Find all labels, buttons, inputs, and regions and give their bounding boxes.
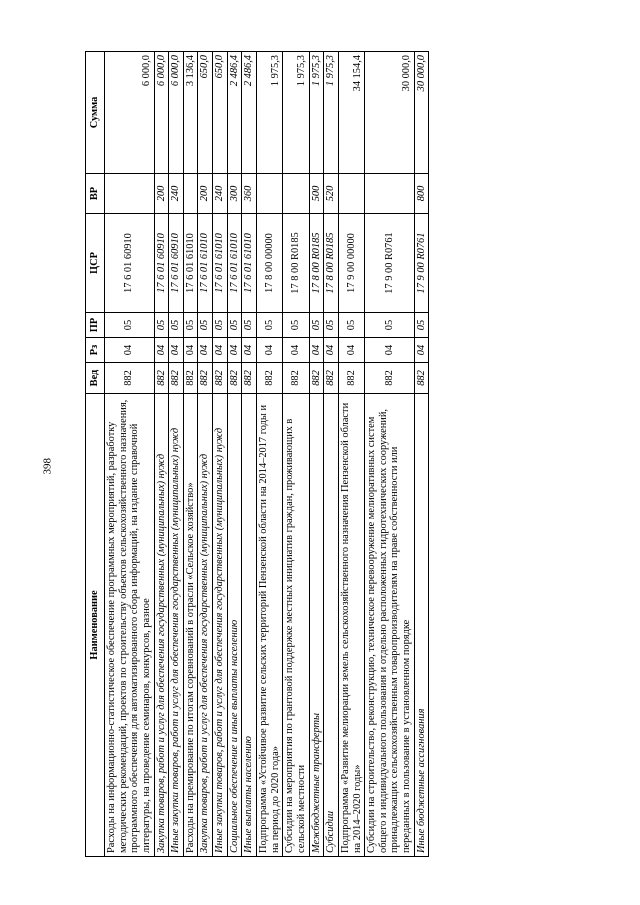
cell-name: Межбюджетные трансферты: [309, 394, 324, 857]
header-csr: ЦСР: [86, 214, 105, 313]
cell-pr: 05: [227, 313, 242, 338]
cell-ved: 882: [324, 363, 339, 394]
table-row: [183, 52, 198, 857]
cell-pr: 05: [414, 313, 429, 338]
table-row: [213, 52, 228, 857]
table-row: [414, 52, 429, 857]
cell-vr: 500: [309, 174, 324, 214]
cell-csr: 17 6 01 60910: [169, 214, 184, 313]
table-header-row: [86, 52, 105, 857]
cell-vr: 360: [242, 174, 257, 214]
cell-sum: 2 486,4: [242, 52, 257, 174]
table-row: [105, 52, 155, 857]
cell-name: Иные бюджетные ассигнования: [414, 394, 429, 857]
cell-csr: 17 8 00 R0185: [324, 214, 339, 313]
cell-sum: 1 975,3: [324, 52, 339, 174]
cell-sum: 30 000,0: [365, 52, 415, 174]
cell-csr: 17 9 00 R0761: [414, 214, 429, 313]
cell-csr: 17 9 00 R0761: [365, 214, 415, 313]
cell-vr: 520: [324, 174, 339, 214]
cell-name: Расходы на информационно-статистическое обеспечение программных мероприятий, разработку методических рекомендаций, проектов по строительству объектов сельскохозяйственного назначения, программного обеспечения для автоматизированного сбора информаций, на издание справочной литературы, на проведение семинаров, конкурсов, разное: [105, 394, 155, 857]
cell-ved: 882: [169, 363, 184, 394]
cell-ved: 882: [414, 363, 429, 394]
cell-rz: 04: [365, 338, 415, 363]
header-rz: Рз: [86, 338, 105, 363]
table-row: [365, 52, 415, 857]
cell-name: Субсидии: [324, 394, 339, 857]
table-row: [338, 52, 364, 857]
table-row: [198, 52, 213, 857]
budget-table: [85, 51, 429, 857]
cell-sum: 6 000,0: [154, 52, 169, 174]
cell-rz: 04: [257, 338, 283, 363]
cell-sum: 1 975,3: [309, 52, 324, 174]
cell-pr: 05: [338, 313, 364, 338]
cell-vr: 300: [227, 174, 242, 214]
cell-csr: 17 9 00 00000: [338, 214, 364, 313]
header-name: Наименование: [86, 394, 105, 857]
cell-rz: 04: [213, 338, 228, 363]
cell-rz: 04: [324, 338, 339, 363]
cell-rz: 04: [338, 338, 364, 363]
cell-sum: 30 000,0: [414, 52, 429, 174]
table-row: [242, 52, 257, 857]
cell-vr: 200: [154, 174, 169, 214]
cell-rz: 04: [154, 338, 169, 363]
cell-sum: 6 000,0: [169, 52, 184, 174]
cell-name: Социальное обеспечение и иные выплаты населению: [227, 394, 242, 857]
cell-vr: [283, 174, 309, 214]
cell-csr: 17 6 01 60910: [105, 214, 155, 313]
header-sum: Сумма: [86, 52, 105, 174]
cell-sum: 1 975,3: [257, 52, 283, 174]
table-row: [227, 52, 242, 857]
cell-ved: 882: [338, 363, 364, 394]
table-row: [169, 52, 184, 857]
cell-ved: 882: [198, 363, 213, 394]
cell-pr: 05: [257, 313, 283, 338]
cell-pr: 05: [105, 313, 155, 338]
cell-vr: 240: [213, 174, 228, 214]
cell-pr: 05: [324, 313, 339, 338]
cell-vr: 200: [198, 174, 213, 214]
cell-csr: 17 8 00 R0185: [283, 214, 309, 313]
cell-pr: 05: [213, 313, 228, 338]
cell-ved: 882: [227, 363, 242, 394]
cell-sum: 2 486,4: [227, 52, 242, 174]
cell-vr: [105, 174, 155, 214]
cell-vr: [338, 174, 364, 214]
cell-csr: 17 6 01 61010: [213, 214, 228, 313]
cell-rz: 04: [242, 338, 257, 363]
cell-vr: [183, 174, 198, 214]
cell-ved: 882: [257, 363, 283, 394]
cell-csr: 17 8 00 00000: [257, 214, 283, 313]
cell-name: Расходы на премирование по итогам соревнований в отрасли «Сельское хозяйство»: [183, 394, 198, 857]
cell-ved: 882: [365, 363, 415, 394]
cell-name: Закупка товаров, работ и услуг для обеспечения государственных (муниципальных) нужд: [154, 394, 169, 857]
cell-pr: 05: [183, 313, 198, 338]
cell-csr: 17 6 01 61010: [198, 214, 213, 313]
cell-csr: 17 6 01 61010: [183, 214, 198, 313]
cell-rz: 04: [414, 338, 429, 363]
cell-rz: 04: [309, 338, 324, 363]
cell-rz: 04: [105, 338, 155, 363]
cell-pr: 05: [365, 313, 415, 338]
cell-vr: [365, 174, 415, 214]
cell-name: Иные закупки товаров, работ и услуг для обеспечения государственных (муниципальных) нужд: [169, 394, 184, 857]
cell-pr: 05: [169, 313, 184, 338]
cell-sum: 650,0: [198, 52, 213, 174]
cell-csr: 17 6 01 60910: [154, 214, 169, 313]
cell-rz: 04: [169, 338, 184, 363]
cell-pr: 05: [283, 313, 309, 338]
cell-name: Субсидии на строительство, реконструкцию, техническое перевооружение мелиоративных систем общего и индивидуального пользования и отдельно расположенных гидротехнических сооружений, принадлежащих сельскохозяйственным товаропроизводителям на праве собственности или переданных в пользование в установленном порядке: [365, 394, 415, 857]
cell-rz: 04: [198, 338, 213, 363]
cell-pr: 05: [309, 313, 324, 338]
cell-sum: 3 136,4: [183, 52, 198, 174]
cell-ved: 882: [283, 363, 309, 394]
cell-sum: 1 975,3: [283, 52, 309, 174]
cell-vr: 800: [414, 174, 429, 214]
cell-name: Субсидии на мероприятия по грантовой поддержке местных инициатив граждан, проживающих в сельской местности: [283, 394, 309, 857]
header-vr: ВР: [86, 174, 105, 214]
cell-pr: 05: [154, 313, 169, 338]
cell-ved: 882: [105, 363, 155, 394]
cell-pr: 05: [242, 313, 257, 338]
cell-pr: 05: [198, 313, 213, 338]
header-ved: Вед: [86, 363, 105, 394]
cell-ved: 882: [183, 363, 198, 394]
cell-name: Подпрограмма «Устойчивое развитие сельских территорий Пензенской области на 2014–2017 годы и на период до 2020 года»: [257, 394, 283, 857]
cell-name: Иные закупки товаров, работ и услуг для обеспечения государственных (муниципальных) нужд: [213, 394, 228, 857]
cell-csr: 17 6 01 61010: [242, 214, 257, 313]
cell-rz: 04: [227, 338, 242, 363]
cell-csr: 17 8 00 R0185: [309, 214, 324, 313]
cell-name: Подпрограмма «Развитие мелиорации земель сельскохозяйственного назначения Пензенской области на 2014–2020 годы»: [338, 394, 364, 857]
cell-ved: 882: [242, 363, 257, 394]
table-row: [283, 52, 309, 857]
cell-rz: 04: [183, 338, 198, 363]
cell-name: Иные выплаты населению: [242, 394, 257, 857]
cell-csr: 17 6 01 61010: [227, 214, 242, 313]
cell-ved: 882: [309, 363, 324, 394]
cell-vr: 240: [169, 174, 184, 214]
table-row: [309, 52, 324, 857]
cell-rz: 04: [283, 338, 309, 363]
cell-sum: 34 154,4: [338, 52, 364, 174]
cell-ved: 882: [154, 363, 169, 394]
table-row: [257, 52, 283, 857]
page-number: 398: [41, 458, 54, 475]
header-pr: ПР: [86, 313, 105, 338]
cell-name: Закупка товаров, работ и услуг для обеспечения государственных (муниципальных) нужд: [198, 394, 213, 857]
table-row: [154, 52, 169, 857]
table-row: [324, 52, 339, 857]
rotated-table-container: [85, 52, 555, 857]
cell-sum: 6 000,0: [105, 52, 155, 174]
cell-ved: 882: [213, 363, 228, 394]
cell-sum: 650,0: [213, 52, 228, 174]
cell-vr: [257, 174, 283, 214]
